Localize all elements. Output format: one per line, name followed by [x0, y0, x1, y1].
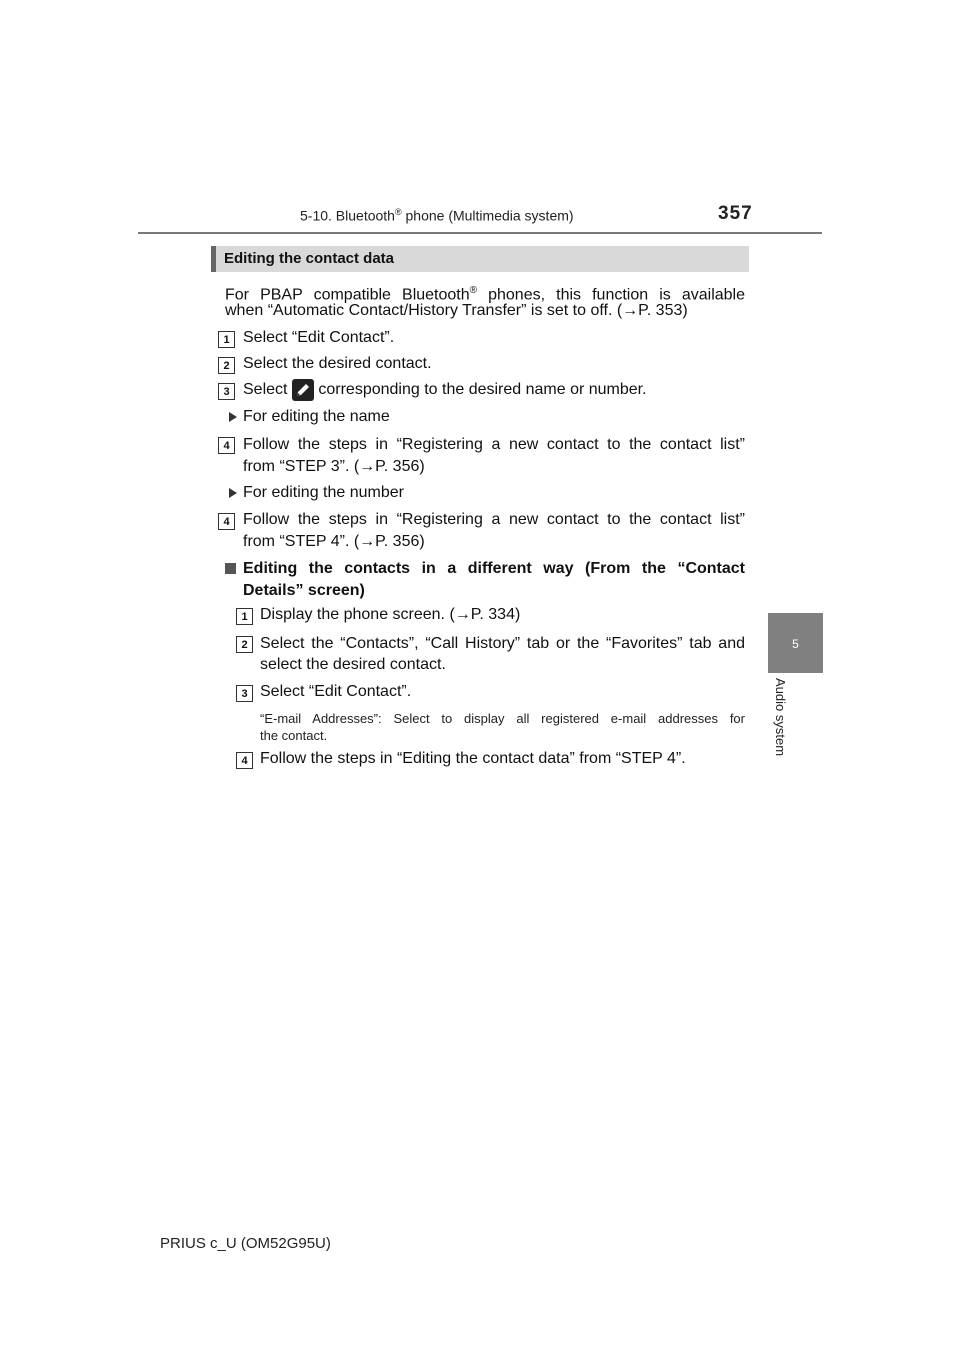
- step-number-box: 4: [218, 513, 235, 530]
- header-section-text: 5-10. Bluetooth: [300, 207, 395, 224]
- registered-mark: ®: [469, 285, 478, 296]
- header-divider: [138, 232, 822, 234]
- step-number-box: 1: [218, 331, 235, 348]
- step-number-box: 3: [236, 685, 253, 702]
- alt-heading-cont: Details” screen): [243, 582, 365, 599]
- step-text: Select the desired contact.: [243, 355, 432, 372]
- step-text: Follow the steps in “Registering a new contact to the contact list”: [243, 436, 745, 453]
- bullet-triangle-icon: [229, 488, 237, 498]
- section-title: Editing the contact data: [224, 250, 395, 267]
- step-text-cont: from “STEP 3”. (→P. 356): [243, 458, 425, 475]
- step-text: Select “Edit Contact”.: [260, 683, 412, 700]
- step-number-box: 4: [218, 437, 235, 454]
- step-number-box: 3: [218, 383, 235, 400]
- intro-line-2: when “Automatic Contact/History Transfer” is set to off. (→P. 353): [225, 302, 688, 319]
- step-text-with-icon: [243, 379, 647, 401]
- bullet-square-icon: [225, 563, 236, 574]
- step-text-cont: select the desired contact.: [260, 656, 446, 673]
- step-text-end: corresponding to the desired name or number.: [313, 381, 647, 399]
- step-text: Select: [243, 381, 292, 399]
- registered-mark: ®: [394, 207, 402, 217]
- alt-heading: Editing the contacts in a different way (From the “Contact: [243, 560, 745, 577]
- intro-text: For PBAP compatible Bluetooth: [225, 286, 470, 304]
- intro-text-end: phones, this function is available: [477, 286, 746, 304]
- step-number-box: 2: [218, 357, 235, 374]
- step-text: Follow the steps in “Registering a new contact to the contact list”: [243, 511, 745, 528]
- pencil-icon: [292, 379, 314, 401]
- chapter-title: Audio system: [773, 678, 788, 757]
- step-text: Select “Edit Contact”.: [243, 329, 395, 346]
- step-text: Select the “Contacts”, “Call History” tab or the “Favorites” tab and: [260, 635, 745, 652]
- running-header: [300, 207, 574, 224]
- chapter-tab: 5: [768, 613, 823, 673]
- chapter-label: [774, 678, 788, 778]
- step-number-box: 2: [236, 636, 253, 653]
- note-text: “E-mail Addresses”: Select to display all registered e-mail addresses for: [260, 711, 745, 726]
- page-number: 357: [718, 203, 753, 224]
- step-text-cont: from “STEP 4”. (→P. 356): [243, 533, 425, 550]
- footer-model-code: PRIUS c_U (OM52G95U): [160, 1235, 331, 1252]
- header-section-text-end: phone (Multimedia system): [401, 207, 574, 224]
- step-text: Display the phone screen. (→P. 334): [260, 606, 521, 623]
- bullet-triangle-icon: [229, 412, 237, 422]
- sub-heading-name: For editing the name: [243, 408, 390, 425]
- sub-heading-number: For editing the number: [243, 484, 404, 501]
- note-text-cont: the contact.: [260, 728, 328, 743]
- step-number-box: 4: [236, 752, 253, 769]
- step-text: Follow the steps in “Editing the contact data” from “STEP 4”.: [260, 750, 686, 767]
- step-number-box: 1: [236, 608, 253, 625]
